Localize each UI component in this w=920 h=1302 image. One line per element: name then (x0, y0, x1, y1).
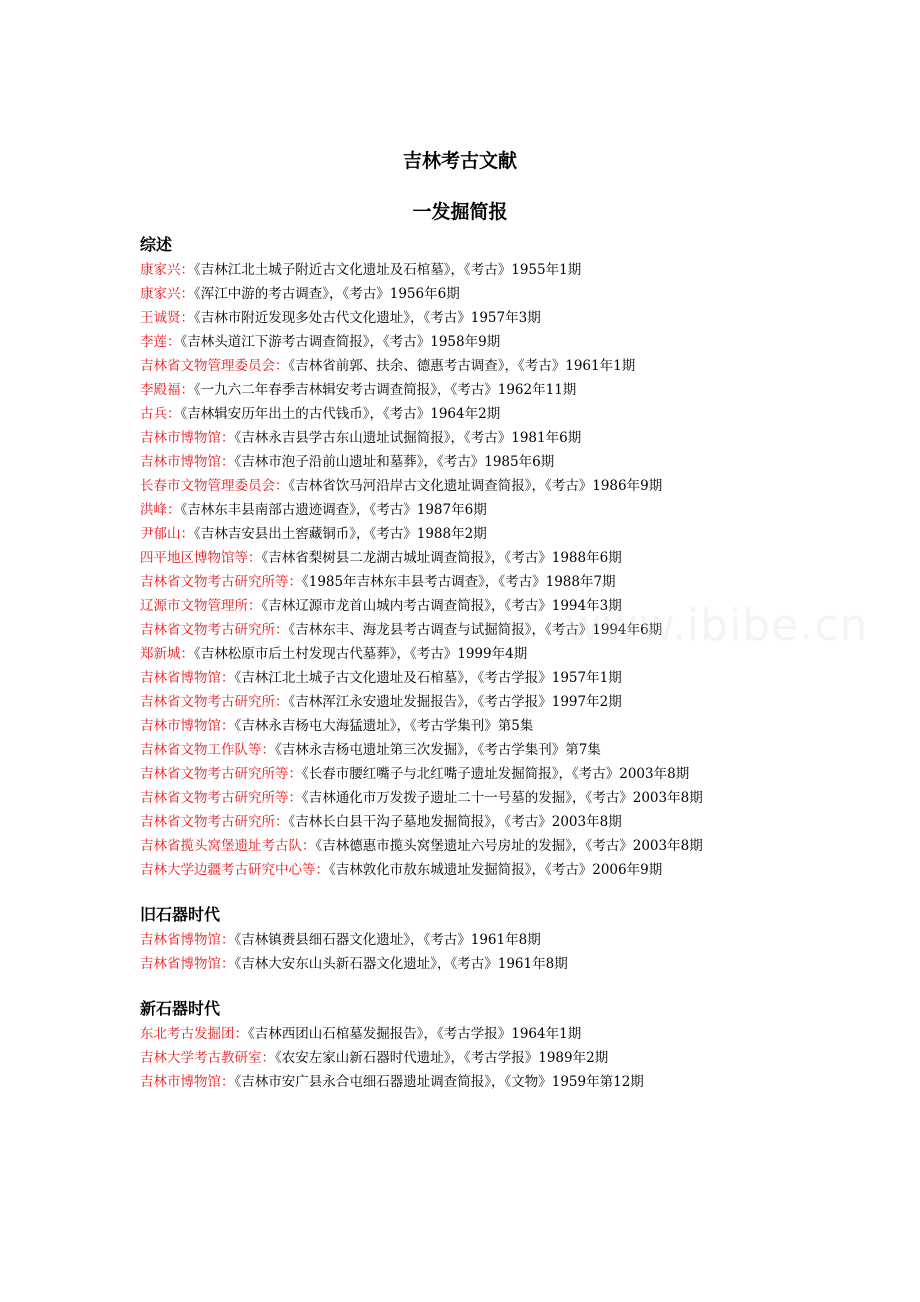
entry-author: 康家兴： (140, 286, 194, 302)
entry-citation: 《吉林西团山石棺墓发掘报告》，《考古学报》1964年1期 (248, 1026, 582, 1042)
entry-author: 郑新城： (140, 646, 194, 662)
entry-author: 吉林大学边疆考古研究中心等： (140, 862, 329, 878)
reference-entry (140, 762, 785, 786)
entry-citation: 《吉林辽源市龙首山城内考古调查简报》，《考古》1994年3期 (261, 598, 622, 614)
bibliography (140, 232, 785, 1094)
reference-entry (140, 426, 785, 450)
entry-citation: 《吉林头道江下游考古调查简报》，《考古》1958年9期 (180, 334, 501, 350)
reference-entry (140, 786, 785, 810)
entry-citation: 《吉林江北土城子附近古文化遗址及石棺墓》，《考古》1955年1期 (194, 262, 582, 278)
entry-author: 康家兴： (140, 262, 194, 278)
reference-entry (140, 1022, 785, 1046)
reference-entry (140, 714, 785, 738)
reference-entry (140, 546, 785, 570)
document-title: 吉林考古文献 (402, 150, 517, 172)
reference-entry (140, 522, 785, 546)
reference-entry (140, 330, 785, 354)
entry-author: 吉林省文物考古研究所等： (140, 766, 302, 782)
entry-author: 长春市文物管理委员会： (140, 478, 289, 494)
reference-entry (140, 306, 785, 330)
entry-citation: 《吉林省饮马河沿岸古文化遗址调查简报》，《考古》1986年9期 (288, 478, 663, 494)
entry-citation: 《农安左家山新石器时代遗址》，《考古学报》1989年2期 (275, 1050, 609, 1066)
entry-author: 吉林省博物馆： (140, 956, 235, 972)
reference-entry (140, 642, 785, 666)
reference-entry (140, 1070, 785, 1094)
entry-citation: 《吉林东丰、海龙县考古调查与试掘简报》，《考古》1994年6期 (288, 622, 663, 638)
entry-author: 吉林省文物管理委员会： (140, 358, 289, 374)
entry-author: 吉林省文物考古研究所等： (140, 574, 302, 590)
entry-author: 吉林省文物工作队等： (140, 742, 275, 758)
entry-citation: 《长春市腰红嘴子与北红嘴子遗址发掘简报》，《考古》2003年8期 (302, 766, 690, 782)
reference-entry (140, 594, 785, 618)
reference-entry (140, 450, 785, 474)
reference-entry (140, 834, 785, 858)
reference-entry (140, 952, 785, 976)
entry-citation: 《吉林省梨树县二龙湖古城址调查简报》，《考古》1988年6期 (261, 550, 622, 566)
reference-entry (140, 858, 785, 882)
watermark: www.ibibe.cn (565, 600, 869, 651)
entry-citation: 《吉林长白县干沟子墓地发掘简报》，《考古》2003年8期 (288, 814, 622, 830)
entry-citation: 《吉林敦化市敖东城遗址发掘简报》，《考古》2006年9期 (329, 862, 663, 878)
entry-author: 东北考古发掘团： (140, 1026, 248, 1042)
reference-entry (140, 618, 785, 642)
entry-citation: 《吉林永吉县学古东山遗址试掘简报》，《考古》1981年6期 (234, 430, 582, 446)
section-heading: 新石器时代 (140, 999, 221, 1018)
entry-author: 吉林省文物考古研究所： (140, 622, 289, 638)
entry-citation: 《吉林市附近发现多处古代文化遗址》，《考古》1957年3期 (194, 310, 541, 326)
reference-entry (140, 666, 785, 690)
entry-citation: 《浑江中游的考古调查》，《考古》1956年6期 (194, 286, 460, 302)
entry-author: 吉林省文物考古研究所： (140, 694, 289, 710)
entry-citation: 《吉林市安广县永合屯细石器遗址调查简报》，《文物》1959年第12期 (234, 1074, 644, 1090)
entry-author: 吉林市博物馆： (140, 430, 235, 446)
entry-author: 李殿福： (140, 382, 194, 398)
entry-citation: 《吉林通化市万发拨子遗址二十一号墓的发掘》，《考古》2003年8期 (302, 790, 703, 806)
reference-entry (140, 402, 785, 426)
entry-author: 吉林市博物馆： (140, 718, 235, 734)
entry-citation: 《吉林大安东山头新石器文化遗址》，《考古》1961年8期 (234, 956, 568, 972)
entry-author: 吉林市博物馆： (140, 1074, 235, 1090)
reference-entry (140, 498, 785, 522)
entry-author: 吉林省文物考古研究所： (140, 814, 289, 830)
reference-entry (140, 570, 785, 594)
entry-author: 吉林大学考古教研室： (140, 1050, 275, 1066)
entry-citation: 《1985年吉林东丰县考古调查》，《考古》1988年7期 (302, 574, 616, 590)
entry-author: 四平地区博物馆等： (140, 550, 262, 566)
entry-citation: 《吉林镇赉县细石器文化遗址》，《考古》1961年8期 (234, 932, 541, 948)
reference-entry (140, 810, 785, 834)
reference-entry (140, 690, 785, 714)
entry-citation: 《吉林辑安历年出土的古代钱币》，《考古》1964年2期 (180, 406, 501, 422)
entry-author: 吉林市博物馆： (140, 454, 235, 470)
entry-author: 吉林省博物馆： (140, 932, 235, 948)
reference-entry (140, 738, 785, 762)
reference-entry (140, 474, 785, 498)
entry-citation: 《吉林永吉杨屯大海猛遗址》，《考古学集刊》第5集 (234, 718, 534, 734)
entry-citation: 《吉林浑江永安遗址发掘报告》，《考古学报》1997年2期 (288, 694, 622, 710)
entry-citation: 《一九六二年春季吉林辑安考古调查简报》，《考古》1962年11期 (194, 382, 577, 398)
entry-author: 王诚贤： (140, 310, 194, 326)
reference-entry (140, 1046, 785, 1070)
entry-citation: 《吉林江北土城子古文化遗址及石棺墓》，《考古学报》1957年1期 (234, 670, 622, 686)
section (140, 902, 785, 976)
reference-entry (140, 354, 785, 378)
entry-citation: 《吉林省前郭、扶余、德惠考古调查》，《考古》1961年1期 (288, 358, 636, 374)
entry-citation: 《吉林吉安县出土窖藏铜币》，《考古》1988年2期 (194, 526, 487, 542)
entry-citation: 《吉林市泡子沿前山遗址和墓葬》，《考古》1985年6期 (234, 454, 555, 470)
entry-author: 吉林省揽头窝堡遗址考古队： (140, 838, 316, 854)
entry-author: 李莲： (140, 334, 181, 350)
reference-entry (140, 282, 785, 306)
entry-author: 吉林省文物考古研究所等： (140, 790, 302, 806)
document-subtitle: 一发掘简报 (412, 201, 508, 223)
entry-author: 尹郁山： (140, 526, 194, 542)
entry-citation: 《吉林东丰县南部古遗迹调查》，《考古》1987年6期 (180, 502, 487, 518)
reference-entry (140, 258, 785, 282)
section-heading: 综述 (140, 235, 173, 254)
entry-author: 辽源市文物管理所： (140, 598, 262, 614)
entry-author: 吉林省博物馆： (140, 670, 235, 686)
section (140, 232, 785, 882)
section-heading: 旧石器时代 (140, 905, 221, 924)
reference-entry (140, 378, 785, 402)
reference-entry (140, 928, 785, 952)
entry-citation: 《吉林永吉杨屯遗址第三次发掘》，《考古学集刊》第7集 (275, 742, 601, 758)
entry-citation: 《吉林松原市后土村发现古代墓葬》，《考古》1999年4期 (194, 646, 528, 662)
entry-author: 古兵： (140, 406, 181, 422)
entry-author: 洪峰： (140, 502, 181, 518)
entry-citation: 《吉林德惠市揽头窝堡遗址六号房址的发掘》，《考古》2003年8期 (315, 838, 703, 854)
section (140, 996, 785, 1094)
